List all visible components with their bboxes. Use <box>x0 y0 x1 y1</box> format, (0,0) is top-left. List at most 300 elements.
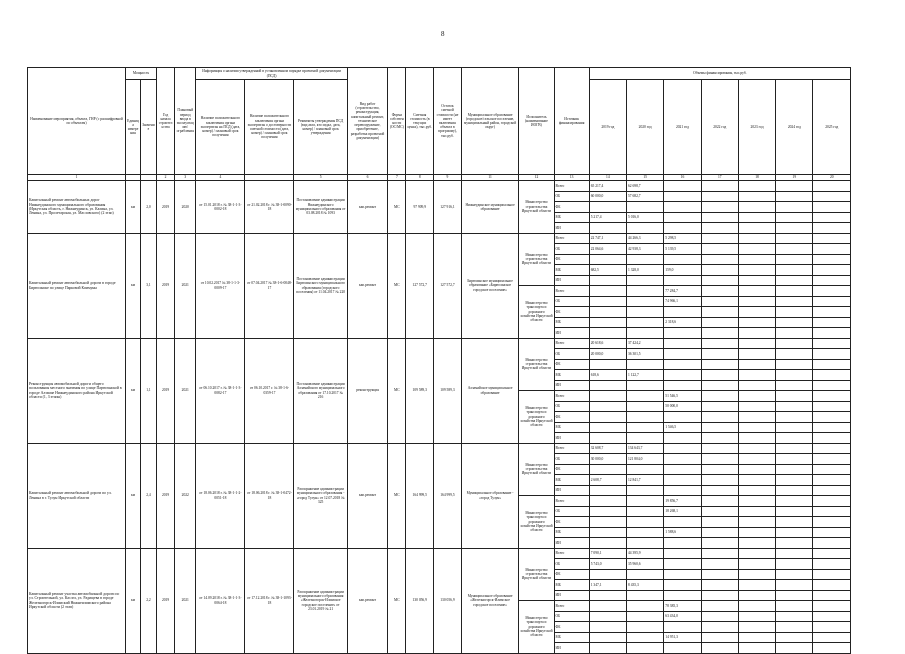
funding-amount <box>627 611 664 622</box>
funding-amount <box>664 181 701 192</box>
funding-amount <box>813 622 851 633</box>
funding-amount <box>664 517 701 528</box>
ped-conclusion: от 14.09.2018 г. № 38-1-1-3-0064-18 <box>196 548 245 653</box>
funding-amount <box>701 601 738 612</box>
funding-amount <box>701 517 738 528</box>
funding-amount <box>701 401 738 412</box>
object-name: Реконструкция автомобильной дороги общего пользования местного значения по улице Партизанской в городе Алзамае Нижнеудинского района Иркутской области (1, 3 этапы) <box>28 338 126 443</box>
funding-amount <box>776 485 813 496</box>
funding-amount <box>738 370 775 381</box>
funding-amount <box>813 223 851 234</box>
funding-amount <box>813 254 851 265</box>
funding-amount <box>589 286 626 297</box>
funding-amount <box>701 233 738 244</box>
municipality: Алзамайское муниципальное образование <box>461 338 519 443</box>
funding-source: МБ <box>554 370 589 381</box>
column-number: 13 <box>554 175 589 181</box>
funding-amount <box>664 254 701 265</box>
municipality: Муниципальное образование «Железногорск-Илимское городское поселение» <box>461 548 519 653</box>
funding-amount <box>813 349 851 360</box>
column-number: 15 <box>627 175 664 181</box>
funding-amount <box>664 485 701 496</box>
funding-amount <box>627 296 664 307</box>
estimated-cost: 97 909,9 <box>406 181 434 234</box>
funding-amount <box>813 433 851 444</box>
funding-amount <box>664 370 701 381</box>
funding-amount <box>589 601 626 612</box>
column-number: 3 <box>175 175 196 181</box>
financing-table <box>27 67 851 654</box>
column-number: 11 <box>461 175 519 181</box>
funding-source: Всего <box>554 286 589 297</box>
funding-amount <box>776 538 813 549</box>
funding-amount <box>701 370 738 381</box>
funding-amount <box>776 601 813 612</box>
funding-source: МБ <box>554 212 589 223</box>
funding-amount <box>738 506 775 517</box>
funding-amount <box>776 622 813 633</box>
funding-amount <box>701 464 738 475</box>
funding-amount <box>589 391 626 402</box>
funding-amount <box>627 254 664 265</box>
funding-amount <box>776 254 813 265</box>
funding-source: ФБ <box>554 307 589 318</box>
funding-amount <box>738 443 775 454</box>
municipality: Бирюсинское муниципальное образование «Бирюсинское городское поселение» <box>461 233 519 338</box>
funding-amount <box>664 559 701 570</box>
funding-amount <box>589 328 626 339</box>
funding-amount: 134 643,7 <box>627 443 664 454</box>
header-start-year: Год начала строительства <box>156 68 174 175</box>
funding-amount <box>627 307 664 318</box>
funding-amount <box>664 212 701 223</box>
executor: Министерство транспорта и дорожного хозяйства Иркутской области <box>519 286 554 339</box>
funding-amount <box>776 265 813 276</box>
ped-approval: Постановление администрации Бирюсинского муниципального образования (городского поселения) от 11.04.2017 № 220 <box>294 233 347 338</box>
funding-amount: 1 546,5 <box>664 422 701 433</box>
funding-amount <box>589 643 626 654</box>
funding-amount <box>738 643 775 654</box>
funding-amount <box>738 328 775 339</box>
funding-source: МБ <box>554 317 589 328</box>
funding-amount <box>776 590 813 601</box>
funding-amount <box>701 632 738 643</box>
funding-amount: 74 966,1 <box>664 296 701 307</box>
funding-amount <box>701 359 738 370</box>
funding-amount <box>738 485 775 496</box>
funding-amount <box>664 464 701 475</box>
funding-amount: 37 424,2 <box>627 338 664 349</box>
header-year: 2021 год <box>664 80 701 175</box>
funding-amount <box>813 380 851 391</box>
funding-source: ОБ <box>554 191 589 202</box>
start-year: 2019 <box>156 443 174 548</box>
funding-amount <box>627 433 664 444</box>
funding-amount <box>701 307 738 318</box>
funding-amount <box>776 527 813 538</box>
funding-amount <box>627 391 664 402</box>
funding-amount <box>813 286 851 297</box>
header-year: 2019 год <box>589 80 626 175</box>
funding-amount <box>627 286 664 297</box>
funding-amount <box>813 643 851 654</box>
funding-source: ФБ <box>554 412 589 423</box>
column-number: 2 <box>156 175 174 181</box>
funding-source: Всего <box>554 233 589 244</box>
funding-amount <box>738 275 775 286</box>
funding-source: ОБ <box>554 349 589 360</box>
funding-source: МБ <box>554 475 589 486</box>
funding-amount <box>776 632 813 643</box>
funding-amount <box>776 191 813 202</box>
funding-amount <box>589 275 626 286</box>
funding-amount <box>627 328 664 339</box>
funding-amount <box>627 359 664 370</box>
header-ped-approval: Реквизиты утверждения ПСД (вид акта, кто издал, дата, номер) / плановый срок утверждения <box>294 80 347 175</box>
executor: Министерство строительства Иркутской области <box>519 338 554 391</box>
column-number: 4 <box>196 175 245 181</box>
funding-amount: 2 318,6 <box>664 317 701 328</box>
funding-amount <box>776 517 813 528</box>
works-type: кап.ремонт <box>347 548 388 653</box>
funding-amount <box>738 475 775 486</box>
header-works: Вид работ (строительство, реконструкция, капитальный ремонт, техническое перевооружение, приобретение, разработка проектной документации) <box>347 68 388 175</box>
remaining-cost: 164 999,5 <box>434 443 462 548</box>
funding-amount <box>664 412 701 423</box>
capacity-unit: км <box>126 548 141 653</box>
executor: Министерство транспорта и дорожного хозяйства Иркутской области <box>519 601 554 654</box>
funding-amount <box>776 296 813 307</box>
funding-amount <box>776 611 813 622</box>
object-name: Капитальный ремонт автомобильной дороги в городе Бирюсинске по улице Парковой Коммуны <box>28 233 126 338</box>
funding-amount <box>813 244 851 255</box>
funding-amount <box>627 517 664 528</box>
funding-amount <box>776 559 813 570</box>
funding-source: Всего <box>554 601 589 612</box>
municipality: Нижнеудинское муниципальное образование <box>461 181 519 234</box>
funding-amount <box>664 349 701 360</box>
funding-amount <box>813 307 851 318</box>
table-row <box>28 233 851 244</box>
object-name: Капитальный ремонт автомобильной дороги по ул. Ленина в г. Тулун Иркутской области <box>28 443 126 548</box>
funding-amount <box>776 338 813 349</box>
funding-amount <box>627 622 664 633</box>
funding-amount <box>627 275 664 286</box>
capacity-unit: км <box>126 233 141 338</box>
executor: Министерство транспорта и дорожного хозяйства Иркутской области <box>519 496 554 549</box>
column-number: 18 <box>738 175 775 181</box>
funding-amount <box>701 433 738 444</box>
funding-amount <box>813 275 851 286</box>
funding-amount <box>813 580 851 591</box>
funding-amount <box>664 202 701 213</box>
capacity-value: 2,0 <box>140 181 156 234</box>
funding-source: Всего <box>554 443 589 454</box>
funding-amount <box>776 202 813 213</box>
funding-amount <box>664 569 701 580</box>
funding-amount: 20 618,6 <box>589 338 626 349</box>
funding-amount <box>813 202 851 213</box>
header-unit: Единица измерения <box>126 80 141 175</box>
estimated-cost: 127 572,7 <box>406 233 434 338</box>
funding-amount <box>776 286 813 297</box>
funding-amount <box>664 275 701 286</box>
funding-source: ИИ <box>554 485 589 496</box>
funding-amount <box>701 286 738 297</box>
funding-amount <box>701 223 738 234</box>
funding-amount <box>627 590 664 601</box>
funding-amount <box>701 212 738 223</box>
estimated-cost: 164 999,5 <box>406 443 434 548</box>
funding-amount <box>776 233 813 244</box>
header-ped-cost-conclusion: Наличие положительного заключения органа экспертизы о достоверности сметной стоимости (дата, номер) / плановый срок получения <box>245 80 294 175</box>
column-number: 12 <box>519 175 554 181</box>
funding-amount <box>776 244 813 255</box>
funding-amount <box>701 317 738 328</box>
funding-amount <box>776 391 813 402</box>
ped-conclusion: от 15.01.2018 г. № 38-1-1-3-0002-18 <box>196 181 245 234</box>
funding-amount <box>738 632 775 643</box>
funding-amount <box>776 349 813 360</box>
funding-amount <box>738 527 775 538</box>
funding-amount <box>589 296 626 307</box>
ped-cost-conclusion: от 06.10.2017 г. № 38-1-6-0359-17 <box>245 338 294 443</box>
table-row <box>28 338 851 349</box>
funding-amount <box>589 506 626 517</box>
funding-amount <box>589 569 626 580</box>
funding-amount <box>776 212 813 223</box>
funding-amount: 8 435,3 <box>627 580 664 591</box>
funding-source: МБ <box>554 527 589 538</box>
funding-amount <box>664 307 701 318</box>
funding-amount <box>701 275 738 286</box>
funding-amount <box>589 317 626 328</box>
funding-amount <box>813 496 851 507</box>
funding-amount: 60 000,0 <box>589 191 626 202</box>
header-row-1 <box>28 68 851 80</box>
funding-source: МБ <box>554 632 589 643</box>
funding-source: ФБ <box>554 254 589 265</box>
executor: Министерство транспорта и дорожного хозяйства Иркутской области <box>519 391 554 444</box>
estimated-cost: 130 056,9 <box>406 548 434 653</box>
funding-amount: 5 217,4 <box>589 212 626 223</box>
ped-conclusion: от 06.10.2017 г. № 38-1-1-3-0082-17 <box>196 338 245 443</box>
funding-source: ИИ <box>554 223 589 234</box>
funding-amount <box>701 622 738 633</box>
funding-amount <box>701 611 738 622</box>
funding-source: ИИ <box>554 538 589 549</box>
funding-source: ФБ <box>554 359 589 370</box>
funding-amount <box>813 191 851 202</box>
funding-amount <box>701 244 738 255</box>
funding-amount <box>776 370 813 381</box>
funding-amount: 20 000,0 <box>589 349 626 360</box>
funding-amount <box>627 506 664 517</box>
funding-amount <box>664 380 701 391</box>
funding-amount <box>664 590 701 601</box>
start-year: 2019 <box>156 181 174 234</box>
commission-period: 2020 <box>175 181 196 234</box>
funding-amount <box>589 380 626 391</box>
column-number: 1 <box>28 175 126 181</box>
column-number: 16 <box>664 175 701 181</box>
funding-amount <box>813 485 851 496</box>
start-year: 2019 <box>156 233 174 338</box>
header-year: 2023 год <box>738 80 775 175</box>
header-name: Наименование мероприятия, объекта, ГНР (с расшифровкой по объектам) <box>28 68 126 175</box>
funding-amount <box>664 538 701 549</box>
funding-amount <box>738 233 775 244</box>
header-value: Значение <box>140 80 156 175</box>
start-year: 2019 <box>156 548 174 653</box>
funding-amount <box>776 433 813 444</box>
funding-source: Всего <box>554 391 589 402</box>
funding-amount <box>738 212 775 223</box>
executor: Министерство строительства Иркутской области <box>519 548 554 601</box>
funding-amount <box>664 643 701 654</box>
funding-amount <box>589 464 626 475</box>
funding-amount <box>738 244 775 255</box>
object-name: Капитальный ремонт автомобильных дорог Нижнеудинского муниципального образования (Иркутская область, г. Нижнеудинск, ул. Калина, ул. Ленина, ул. Пролетарская, ул. Масловского) (2 этап) <box>28 181 126 234</box>
funding-amount <box>738 622 775 633</box>
funding-amount <box>701 538 738 549</box>
column-number: 5 <box>294 175 347 181</box>
funding-amount <box>738 611 775 622</box>
funding-amount: 22 747,1 <box>589 233 626 244</box>
funding-amount <box>589 611 626 622</box>
funding-amount <box>589 422 626 433</box>
funding-amount: 5 743,0 <box>589 559 626 570</box>
funding-amount <box>813 317 851 328</box>
funding-amount <box>664 433 701 444</box>
funding-amount <box>813 538 851 549</box>
funding-amount <box>664 443 701 454</box>
ped-approval: Распоряжение администрации муниципального образования «Железногорск-Илимское городское поселение» от 23.01.2019 № 21 <box>294 548 347 653</box>
funding-amount <box>701 349 738 360</box>
funding-amount: 121 804,0 <box>627 454 664 465</box>
funding-amount <box>738 359 775 370</box>
funding-amount <box>776 275 813 286</box>
header-year: 2020 год <box>627 80 664 175</box>
funding-amount <box>776 223 813 234</box>
header-source: Источник финансирования <box>554 68 589 175</box>
funding-amount <box>776 454 813 465</box>
funding-amount <box>701 191 738 202</box>
funding-amount <box>738 412 775 423</box>
remaining-cost: 127 916,1 <box>434 181 462 234</box>
funding-amount <box>776 443 813 454</box>
funding-amount <box>776 380 813 391</box>
ownership-form: МС <box>388 443 406 548</box>
funding-amount: 22 064,6 <box>589 244 626 255</box>
header-funding: Объемы финансирования, тыс.руб. <box>589 68 850 80</box>
column-number: 20 <box>813 175 851 181</box>
funding-source: ОБ <box>554 244 589 255</box>
funding-amount <box>738 454 775 465</box>
header-period: Плановый период ввода в эксплуатацию/ограбления <box>175 68 196 175</box>
funding-source: Всего <box>554 548 589 559</box>
funding-amount <box>589 622 626 633</box>
funding-amount <box>813 212 851 223</box>
funding-amount: 65 217,4 <box>589 181 626 192</box>
funding-amount <box>664 191 701 202</box>
funding-amount <box>738 202 775 213</box>
header-year: 2025 год <box>813 80 851 175</box>
funding-amount <box>664 223 701 234</box>
funding-amount <box>589 412 626 423</box>
ped-cost-conclusion: от 07.04.2017 № 38-1-6-0048-17 <box>245 233 294 338</box>
funding-amount <box>627 401 664 412</box>
funding-amount <box>813 601 851 612</box>
funding-amount <box>776 548 813 559</box>
header-executor: Исполнитель (наименование ИОГВ) <box>519 68 554 175</box>
remaining-cost: 127 572,7 <box>434 233 462 338</box>
funding-amount: 14 951,3 <box>664 632 701 643</box>
funding-amount: 1 328,0 <box>627 265 664 276</box>
funding-amount <box>738 191 775 202</box>
works-type: кап.ремонт <box>347 181 388 234</box>
funding-amount <box>738 254 775 265</box>
funding-amount <box>589 307 626 318</box>
funding-amount <box>701 454 738 465</box>
funding-amount <box>664 548 701 559</box>
header-capacity: Мощность <box>126 68 157 80</box>
header-ped-group: Информация о наличии утвержденной в установленном порядке проектной документации (ПСД) <box>196 68 347 80</box>
funding-amount <box>813 506 851 517</box>
funding-amount <box>813 401 851 412</box>
ped-approval: Постановление администрации Алзамайского муниципального образования от 17.10.2017 № 216 <box>294 338 347 443</box>
commission-period: 2021 <box>175 233 196 338</box>
funding-amount <box>701 527 738 538</box>
funding-amount <box>813 233 851 244</box>
funding-amount <box>627 380 664 391</box>
funding-amount <box>701 548 738 559</box>
funding-amount <box>813 475 851 486</box>
funding-amount: 44 395,9 <box>627 548 664 559</box>
funding-amount <box>776 475 813 486</box>
funding-amount <box>738 349 775 360</box>
funding-amount: 2 608,7 <box>589 475 626 486</box>
funding-amount <box>738 496 775 507</box>
column-number: 8 <box>406 175 434 181</box>
funding-amount: 51 546,5 <box>664 391 701 402</box>
funding-amount <box>589 433 626 444</box>
funding-amount <box>813 559 851 570</box>
funding-amount <box>589 527 626 538</box>
funding-amount <box>813 328 851 339</box>
funding-amount <box>701 202 738 213</box>
funding-amount <box>813 359 851 370</box>
funding-amount <box>589 359 626 370</box>
funding-source: ИИ <box>554 380 589 391</box>
funding-amount <box>813 611 851 622</box>
funding-amount <box>701 380 738 391</box>
funding-amount <box>701 338 738 349</box>
header-municipality: Муниципальное образование (городское/сельское поселение, муниципальный район, городской округ) <box>461 68 519 175</box>
funding-amount <box>813 370 851 381</box>
header-ownership: Форма собственности (ОС/МС) <box>388 68 406 175</box>
funding-source: ОБ <box>554 559 589 570</box>
funding-amount <box>627 527 664 538</box>
funding-amount <box>738 464 775 475</box>
ownership-form: МС <box>388 338 406 443</box>
funding-amount <box>664 338 701 349</box>
funding-amount <box>627 632 664 643</box>
funding-amount: 19 856,7 <box>664 496 701 507</box>
funding-source: ФБ <box>554 622 589 633</box>
funding-amount <box>701 485 738 496</box>
funding-amount: 35 960,6 <box>627 559 664 570</box>
